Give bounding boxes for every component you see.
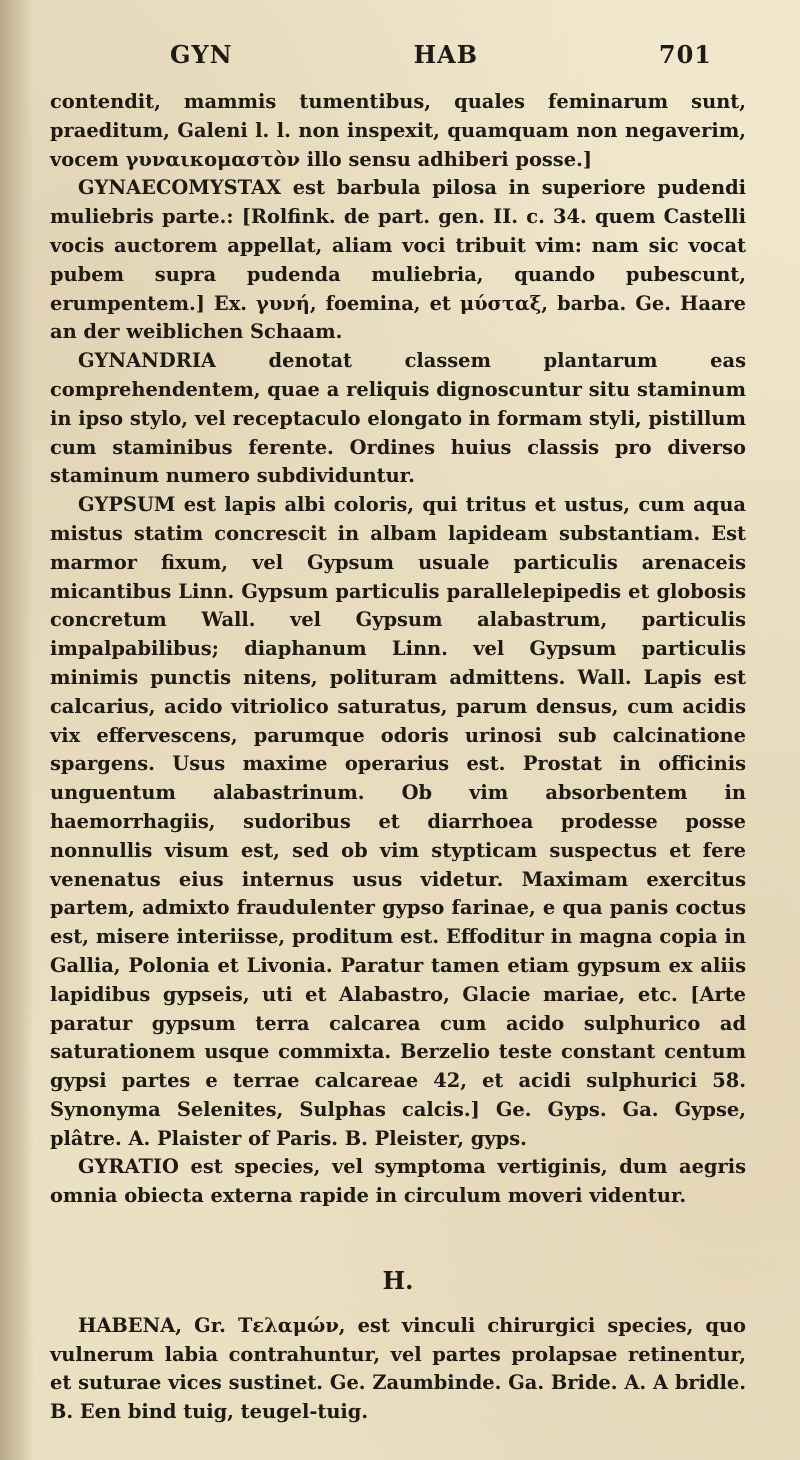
entry-habena: HABENA, Gr. Τελαμών, est vinculi chirurgici species, quo vulnerum labia contrahuntur, vel partes prolapsae retinentur, et suturae vices sustinet. Ge. Zaumbinde. Ga. Bride. A. A bridle. B. Een bind tuig, teugel-tuig. <box>50 1313 746 1424</box>
body-text <box>50 88 746 1427</box>
page-gutter-shadow <box>0 0 34 1460</box>
section-letter-heading: H. <box>382 1266 414 1296</box>
entry-gynaecomystax: GYNAECOMYSTAX est barbula pilosa in superiore pudendi muliebris parte.: [Rolfink. de part. gen. II. c. 34. quem Castelli vocis auctorem appellat, aliam voci tribuit vim: nam sic vocat pubem supra pudenda muliebria, quando pubescunt, erumpentem.] Ex. γυνή, foemina, et μύσταξ, barba. Ge. Haare an der weiblichen Schaam. <box>50 176 746 344</box>
paragraph-continuation: contendit, mammis tumentibus, quales feminarum sunt, praeditum, Galeni l. l. non inspexit, quamquam non negaverim, vocem γυναικομαστὸν illo sensu adhiberi posse.] <box>50 90 746 171</box>
entry-gyratio: GYRATIO est species, vel symptoma vertiginis, dum aegris omnia obiecta externa rapide in circulum moveri videntur. <box>50 1155 746 1208</box>
page-number: 701 <box>658 39 712 69</box>
entry-gynandria: GYNANDRIA denotat classem plantarum eas comprehendentem, quae a reliquis dignoscuntur situ staminum in ipso stylo, vel receptaculo elongato in formam styli, pistillum cum staminibus ferente. Ordines huius classis pro diverso staminum numero subdividuntur. <box>50 349 746 488</box>
header-center-word: HAB <box>413 39 479 69</box>
header-left-word: GYN <box>170 39 233 69</box>
running-header <box>170 36 712 72</box>
entry-gypsum: GYPSUM est lapis albi coloris, qui tritus et ustus, cum aqua mistus statim concrescit in albam lapideam substantiam. Est marmor fixum, vel Gypsum usuale particulis arenaceis micantibus Linn. Gypsum particulis parallelepipedis et globosis concretum Wall. vel Gypsum alabastrum, particulis impalpabilibus; diaphanum Linn. vel Gypsum particulis minimis punctis nitens, polituram admittens. Wall. Lapis est calcarius, acido vitriolico saturatus, parum densus, cum acidis vix effervescens, parumque odoris urinosi sub calcinatione spargens. Usus maxime operarius est. Prostat in officinis unguentum alabastrinum. Ob vim absorbentem in haemorrhagiis, sudoribus et diarrhoea prodesse posse nonnullis visum est, sed ob vim stypticam suspectus et fere venenatus eius internus usus videtur. Maximam exercitus partem, admixto fraudulenter gypso farinae, e qua panis coctus est, misere interiisse, proditum est. Effoditur in magna copia in Gallia, Polonia et Livonia. Paratur tamen etiam gypsum ex aliis lapidibus gypseis, uti et Alabastro, Glacie mariae, etc. [Arte paratur gypsum terra calcarea cum acido sulphurico ad saturationem usque commixta. Berzelio teste constant centum gypsi partes e terrae calcareae 42, et acidi sulphurici 58. Synonyma Selenites, Sulphas calcis.] Ge. Gyps. Ga. Gypse, plâtre. A. Plaister of Paris. B. Pleister, gyps. <box>50 493 746 1150</box>
